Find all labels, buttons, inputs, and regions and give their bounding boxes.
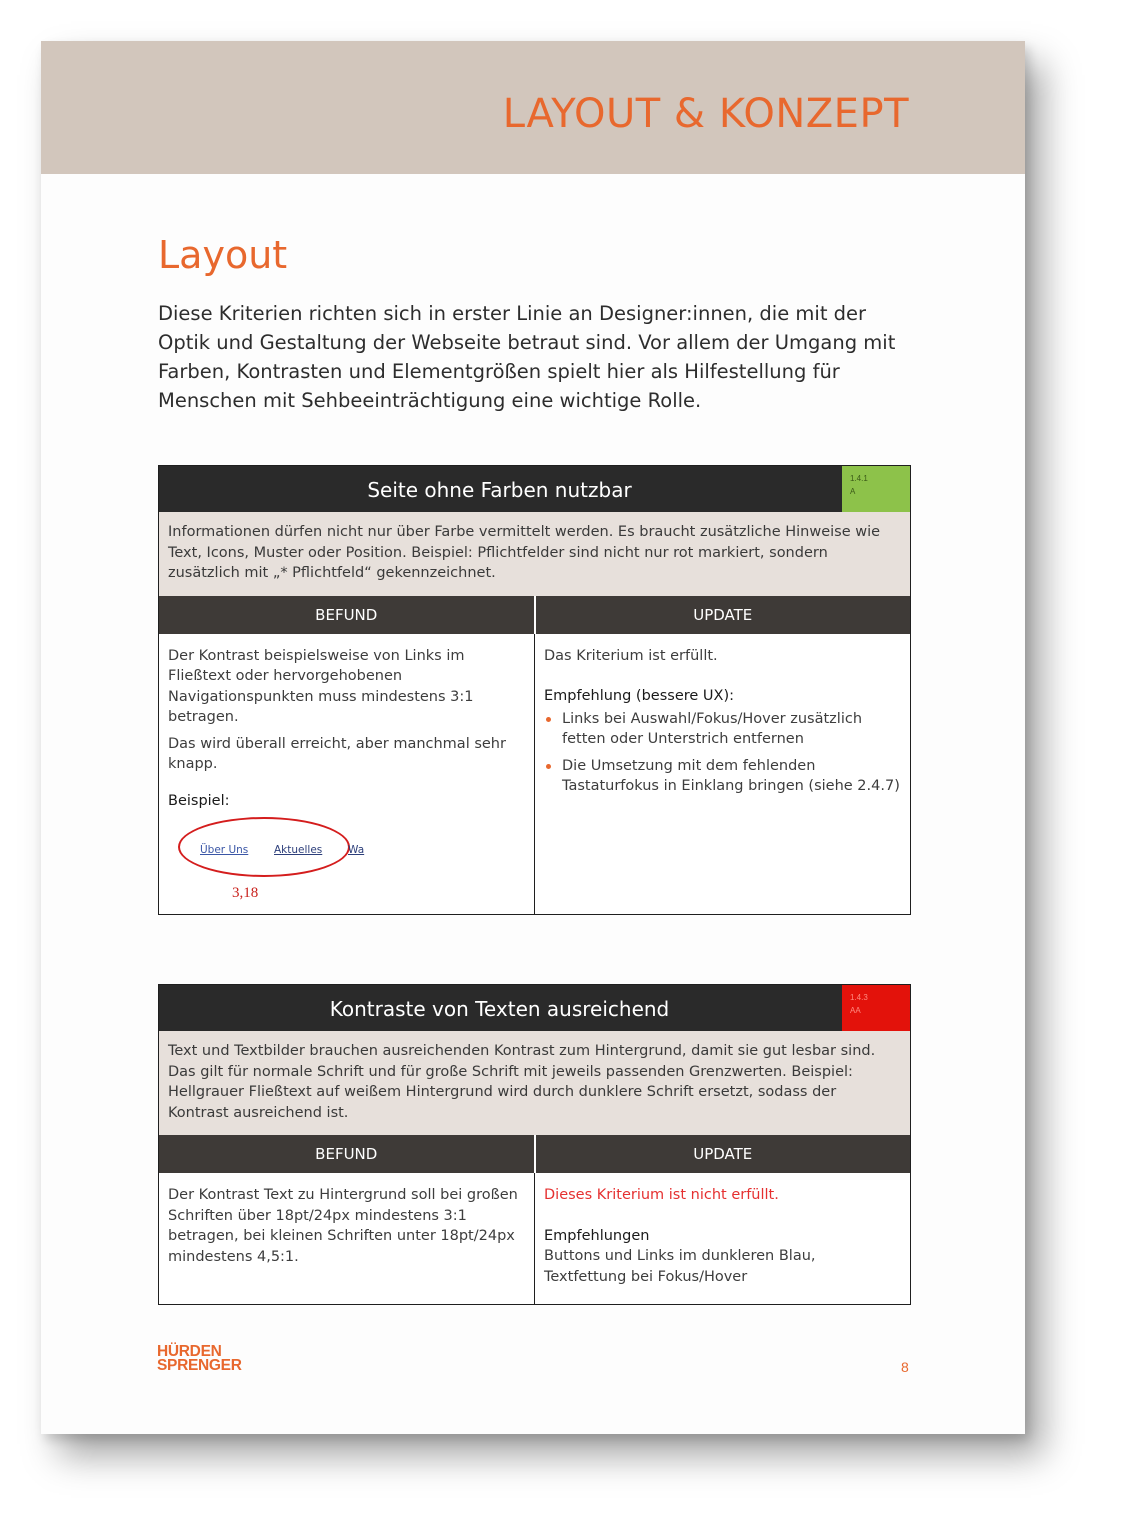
card-columns <box>159 1173 910 1304</box>
conformance-level: A <box>850 487 856 496</box>
recommendation-text: Buttons und Links im dunkleren Blau, Textfettung bei Fokus/Hover <box>544 1248 816 1285</box>
update-status: Das Kriterium ist erfüllt. <box>544 647 718 664</box>
example-label: Beispiel: <box>168 792 230 809</box>
recommendation-item: Die Umsetzung mit dem fehlenden Tastaturfokus in Einklang bringen (siehe 2.4.7) <box>562 756 900 797</box>
card-title: Kontraste von Texten ausreichend <box>329 997 670 1021</box>
card-title: Seite ohne Farben nutzbar <box>367 478 632 502</box>
recommendation-list <box>544 709 900 797</box>
column-headers <box>159 1135 910 1173</box>
card-description: Informationen dürfen nicht nur über Farbe vermittelt werden. Es braucht zusätzliche Hinweise wie Text, Icons, Muster oder Position. Beispiel: Pflichtfelder sind nicht nur rot markiert, sondern zusätzlich mit „* Pflichtfeld“ gekennzeichnet. <box>159 512 910 596</box>
card-description: Text und Textbilder brauchen ausreichenden Kontrast zum Hintergrund, damit sie gut lesbar sind. Das gilt für normale Schrift und für große Schrift mit jeweils passenden Grenzwerten. Beispiel: Hellgrauer Fließtext auf weißem Hintergrund wird durch dunklere Schrift ersetzt, sodass der Kontrast ausreichend ist. <box>159 1031 910 1135</box>
criterion-card-1 <box>158 465 911 915</box>
recommendation-item: Links bei Auswahl/Fokus/Hover zusätzlich fetten oder Unterstrich entfernen <box>562 709 900 750</box>
befund-text: Der Kontrast beispielsweise von Links im Fließtext oder hervorgehobenen Navigationspunkten muss mindestens 3:1 betragen. <box>168 647 474 725</box>
update-header: UPDATE <box>693 605 753 624</box>
level-badge <box>842 466 910 512</box>
conformance-level: AA <box>850 1006 861 1015</box>
befund-header: BEFUND <box>159 596 536 634</box>
logo-line-2: SPRENGER <box>157 1357 242 1374</box>
column-headers <box>159 596 910 634</box>
befund-column <box>159 634 535 914</box>
section-heading: Layout <box>158 233 288 277</box>
befund-note: Das wird überall erreicht, aber manchmal sehr knapp. <box>168 735 506 772</box>
update-column <box>535 634 910 914</box>
befund-header: BEFUND <box>159 1135 536 1173</box>
criterion-number: 1.4.1 <box>850 474 868 483</box>
logo-line-1: HÜRDEN <box>157 1343 222 1360</box>
brand-logo <box>157 1343 242 1374</box>
page-number: 8 <box>901 1359 909 1375</box>
example-link-aktuelles: Aktuelles <box>274 844 323 856</box>
example-image <box>168 817 524 912</box>
befund-column <box>159 1173 535 1304</box>
update-column <box>535 1173 910 1304</box>
card-header <box>159 985 910 1031</box>
update-status: Dieses Kriterium ist nicht erfüllt. <box>544 1187 779 1203</box>
update-header: UPDATE <box>693 1145 753 1163</box>
card-columns <box>159 634 910 914</box>
recommendation-heading: Empfehlungen <box>544 1227 650 1244</box>
criterion-card-2 <box>158 984 911 1305</box>
header-banner <box>41 41 1025 174</box>
level-badge <box>842 985 910 1031</box>
recommendation-heading: Empfehlung (bessere UX): <box>544 688 735 704</box>
document-page <box>41 41 1025 1434</box>
example-link-truncated: Wa <box>348 844 365 856</box>
example-link-ueber-uns: Über Uns <box>200 844 249 856</box>
contrast-ratio: 3,18 <box>232 885 259 901</box>
criterion-number: 1.4.3 <box>850 993 868 1002</box>
card-header <box>159 466 910 512</box>
section-intro: Diese Kriterien richten sich in erster Linie an Designer:innen, die mit der Optik und Gestaltung der Webseite betraut sind. Vor allem der Umgang mit Farben, Kontrasten und Elementgrößen spielt hier als Hilfestellung für Menschen mit Sehbeeinträchtigung eine wichtige Rolle. <box>158 302 896 412</box>
header-title: LAYOUT & KONZEPT <box>502 91 909 137</box>
befund-text: Der Kontrast Text zu Hintergrund soll bei großen Schriften über 18pt/24px mindestens 3:1 betragen, bei kleinen Schriften unter 18pt/24px mindestens 4,5:1. <box>168 1187 518 1265</box>
